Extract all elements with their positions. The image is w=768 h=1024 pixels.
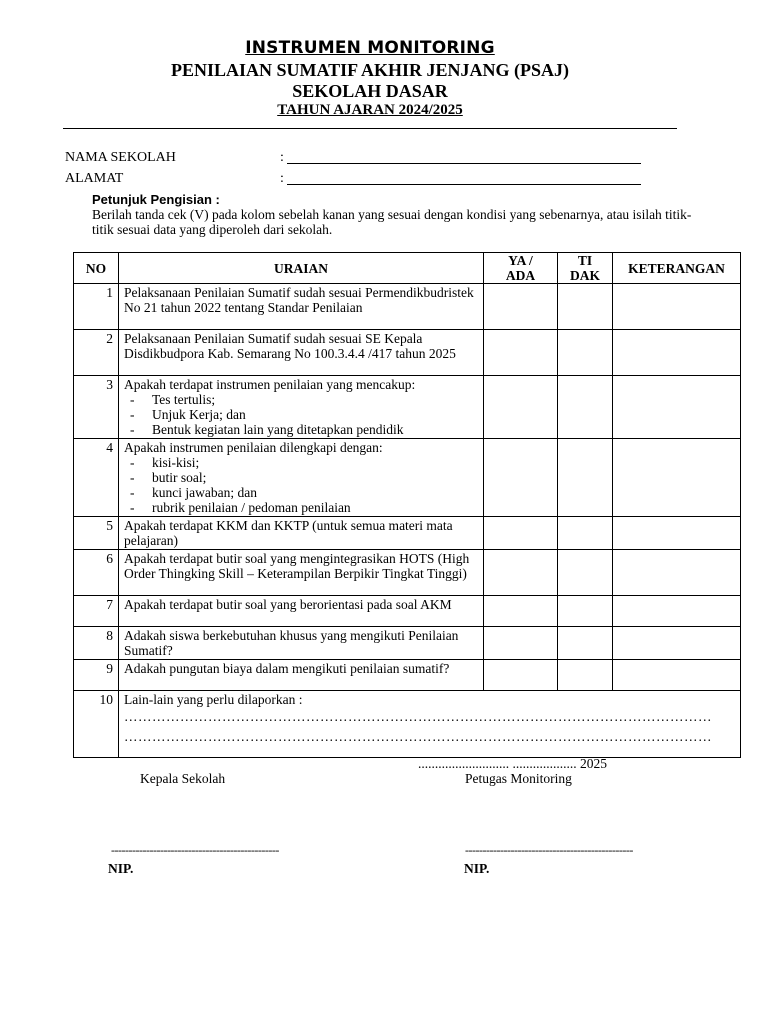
fill-in-line[interactable]: ………………………………………………………………………………………………………………: [124, 729, 712, 744]
row-number: 1: [74, 284, 119, 330]
keterangan-cell[interactable]: [613, 627, 741, 660]
header-keterangan: KETERANGAN: [613, 253, 741, 284]
school-name-field[interactable]: [287, 163, 641, 164]
list-item: - butir soal;: [130, 470, 207, 485]
table-row: [74, 517, 741, 550]
tidak-checkbox-cell[interactable]: [558, 284, 613, 330]
tidak-checkbox-cell[interactable]: [558, 550, 613, 596]
principal-signature-line: ------------------------------------------------: [111, 843, 279, 857]
tidak-checkbox-cell[interactable]: [558, 627, 613, 660]
sub-item-list: [124, 392, 479, 437]
keterangan-cell[interactable]: [613, 439, 741, 517]
instructions-heading: Petunjuk Pengisian :: [92, 192, 220, 207]
list-item: - Tes tertulis;: [130, 392, 216, 407]
sub-item-list: [124, 455, 479, 515]
officer-signature-line: ------------------------------------------------: [465, 843, 633, 857]
monitoring-table: [73, 252, 741, 758]
address-label: ALAMAT: [65, 171, 124, 186]
tidak-checkbox-cell[interactable]: [558, 596, 613, 627]
table-row: [74, 596, 741, 627]
table-row: [74, 627, 741, 660]
row-number: 2: [74, 330, 119, 376]
ya-checkbox-cell[interactable]: [484, 284, 558, 330]
row-question: Apakah terdapat instrumen penilaian yang mencakup:: [124, 377, 416, 392]
school-name-label: NAMA SEKOLAH: [65, 150, 176, 165]
header-divider: [63, 128, 677, 129]
row-description: Apakah terdapat butir soal yang mengintegrasikan HOTS (High Order Thingking Skill – Keterampilan Berpikir Tingkat Tinggi): [119, 550, 484, 596]
row-number: 3: [74, 376, 119, 439]
table-row: [74, 439, 741, 517]
tidak-checkbox-cell[interactable]: [558, 376, 613, 439]
tidak-checkbox-cell[interactable]: [558, 660, 613, 691]
row-number: 9: [74, 660, 119, 691]
row-description: [119, 376, 484, 439]
row-description: Apakah terdapat butir soal yang berorientasi pada soal AKM: [119, 596, 484, 627]
keterangan-cell[interactable]: [613, 330, 741, 376]
keterangan-cell[interactable]: [613, 376, 741, 439]
principal-label: Kepala Sekolah: [140, 771, 226, 786]
row-number: 4: [74, 439, 119, 517]
table-header-row: [74, 253, 741, 284]
row-number: 5: [74, 517, 119, 550]
table-row: [74, 660, 741, 691]
row-number: 7: [74, 596, 119, 627]
row-description: [119, 439, 484, 517]
table-row: [74, 330, 741, 376]
keterangan-cell[interactable]: [613, 660, 741, 691]
keterangan-cell[interactable]: [613, 517, 741, 550]
list-item: - kunci jawaban; dan: [130, 485, 257, 500]
principal-nip: NIP.: [108, 861, 134, 876]
keterangan-cell[interactable]: [613, 550, 741, 596]
row-description: Apakah terdapat KKM dan KKTP (untuk semua materi mata pelajaran): [119, 517, 484, 550]
row-description: Pelaksanaan Penilaian Sumatif sudah sesuai Permendikbudristek No 21 tahun 2022 tentang Standar Penilaian: [119, 284, 484, 330]
row-number: 6: [74, 550, 119, 596]
header-uraian: URAIAN: [119, 253, 484, 284]
fill-in-line[interactable]: ………………………………………………………………………………………………………………: [124, 709, 712, 724]
list-item: - Bentuk kegiatan lain yang ditetapkan pendidik: [130, 422, 404, 437]
tidak-checkbox-cell[interactable]: [558, 330, 613, 376]
row-number: 8: [74, 627, 119, 660]
keterangan-cell[interactable]: [613, 596, 741, 627]
header-ya-ada: YA / ADA: [484, 253, 558, 284]
keterangan-cell[interactable]: [613, 284, 741, 330]
address-field[interactable]: [287, 184, 641, 185]
document-subtitle: PENILAIAN SUMATIF AKHIR JENJANG (PSAJ): [170, 60, 570, 80]
school-level: SEKOLAH DASAR: [292, 81, 448, 101]
row-number: 10: [74, 691, 119, 758]
ya-checkbox-cell[interactable]: [484, 376, 558, 439]
ya-checkbox-cell[interactable]: [484, 550, 558, 596]
signature-date: ........................... ................... 2025: [418, 756, 607, 771]
document-title: INSTRUMEN MONITORING: [245, 38, 495, 58]
school-name-separator: :: [280, 150, 284, 165]
row-description: Lain-lain yang perlu dilaporkan :: [124, 692, 303, 707]
list-item: - Unjuk Kerja; dan: [130, 407, 246, 422]
list-item: - kisi-kisi;: [130, 455, 200, 470]
table-row: [74, 376, 741, 439]
table-row: [74, 284, 741, 330]
officer-nip: NIP.: [464, 861, 490, 876]
table-row: [74, 550, 741, 596]
row-description: Adakah siswa berkebutuhan khusus yang mengikuti Penilaian Sumatif?: [119, 627, 484, 660]
other-reports-cell[interactable]: [119, 691, 741, 758]
ya-checkbox-cell[interactable]: [484, 627, 558, 660]
ya-checkbox-cell[interactable]: [484, 439, 558, 517]
monitoring-officer-label: Petugas Monitoring: [465, 771, 572, 786]
row-question: Apakah instrumen penilaian dilengkapi dengan:: [124, 440, 383, 455]
ya-checkbox-cell[interactable]: [484, 517, 558, 550]
row-description: Adakah pungutan biaya dalam mengikuti penilaian sumatif?: [119, 660, 484, 691]
table-row: [74, 691, 741, 758]
ya-checkbox-cell[interactable]: [484, 660, 558, 691]
list-item: - rubrik penilaian / pedoman penilaian: [130, 500, 351, 515]
ya-checkbox-cell[interactable]: [484, 596, 558, 627]
header-tidak: TI DAK: [558, 253, 613, 284]
tidak-checkbox-cell[interactable]: [558, 517, 613, 550]
ya-checkbox-cell[interactable]: [484, 330, 558, 376]
academic-year: TAHUN AJARAN 2024/2025: [277, 102, 463, 118]
instructions-text: Berilah tanda cek (V) pada kolom sebelah kanan yang sesuai dengan kondisi yang sebenarnya, atau isilah titik-titik sesuai data yang diperoleh dari sekolah.: [92, 207, 692, 237]
address-separator: :: [280, 171, 284, 186]
tidak-checkbox-cell[interactable]: [558, 439, 613, 517]
row-description: Pelaksanaan Penilaian Sumatif sudah sesuai SE Kepala Disdikbudpora Kab. Semarang No 100.3.4.4 /417 tahun 2025: [119, 330, 484, 376]
header-no: NO: [74, 253, 119, 284]
